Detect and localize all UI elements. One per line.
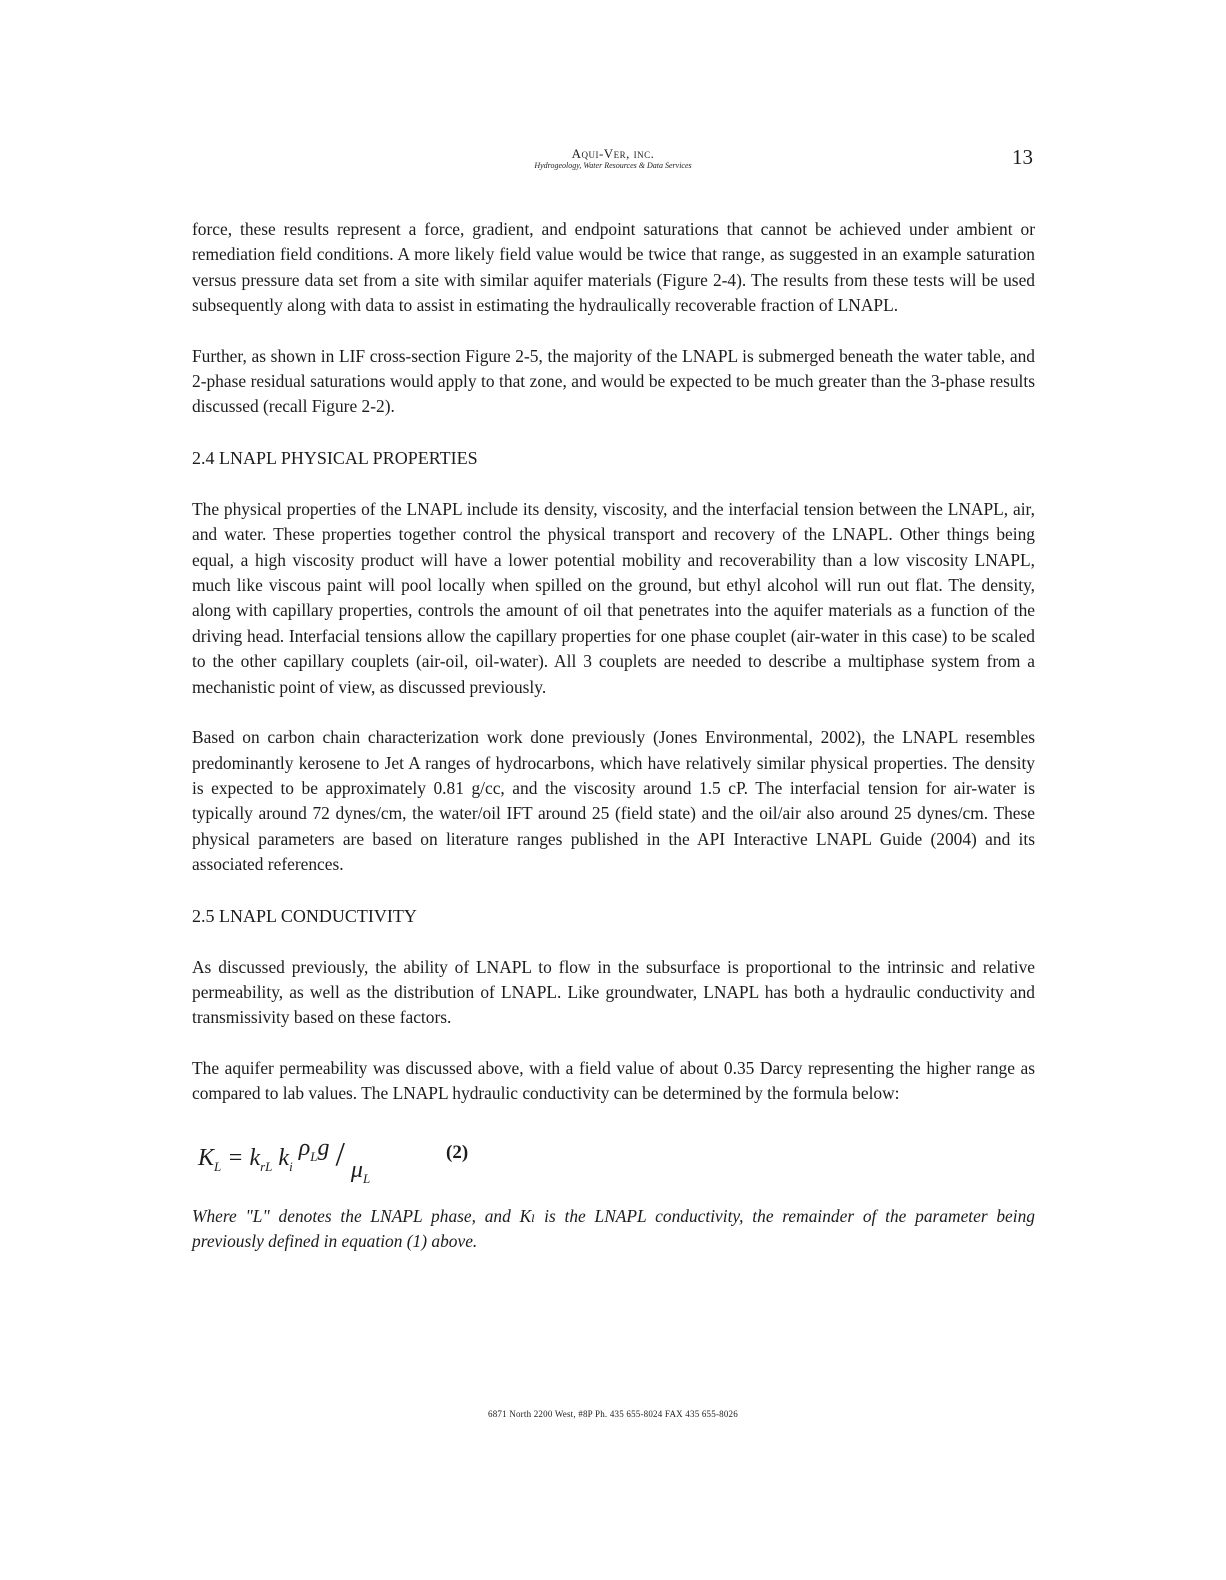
paragraph-carbon-chain: Based on carbon chain characterization work done previously (Jones Environmental, 2002), the LNAPL resembles predominantly kerosene to Jet A ranges of hydrocarbons, which have relatively similar physical properties. The density is expected to be approximately 0.81 g/cc, and the viscosity around 1.5 cP. The interfacial tension for air-water is typically around 72 dynes/cm, the water/oil IFT around 25 (field state) and the oil/air also around 25 dynes/cm. These physical parameters are based on literature ranges published in the API Interactive LNAPL Guide (2004) and its associated references. (192, 727, 1035, 875)
footer-address: 6871 North 2200 West, #8P Ph. 435 655-8024 FAX 435 655-8026 (488, 1409, 738, 1419)
equation-block (192, 1132, 1035, 1204)
equation-number: (2) (446, 1141, 469, 1163)
paragraph-saturation-results: force, these results represent a force, gradient, and endpoint saturations that cannot be achieved under ambient or remediation field conditions. A more likely field value would be twice that range, as suggested in an example saturation versus pressure data set from a site with similar aquifer materials (Figure 2-4). The results from these tests will be used subsequently along with data to assist in estimating the hydraulically recoverable fraction of LNAPL. (192, 219, 1035, 316)
conductivity-equation: $K_L = k_{rL}$ $k_i$ $\rho_Lg / \mu_L$ (198, 1134, 371, 1186)
company-name: Aqui-Ver, inc. (571, 146, 655, 161)
section-heading-physical-properties: 2.4 LNAPL PHYSICAL PROPERTIES (192, 447, 478, 468)
letterhead (0, 146, 1226, 171)
paragraph-aquifer-permeability: The aquifer permeability was discussed above, with a field value of about 0.35 Darcy representing the higher range as compared to lab values. The LNAPL hydraulic conductivity can be determined by the formula below: (192, 1057, 1035, 1104)
paragraph-physical-properties: The physical properties of the LNAPL include its density, viscosity, and the interfacial tension between the LNAPL, air, and water. These properties together control the physical transport and recovery of the LNAPL. Other things being equal, a high viscosity product will have a lower potential mobility and recoverability than a low viscosity LNAPL, much like viscous paint will pool locally when spilled on the ground, but ethyl alcohol will run out flat. The density, along with capillary properties, controls the amount of oil that penetrates into the aquifer materials as a function of the driving head. Interfacial tensions allow the capillary properties for one phase couplet (air-water in this case) to be scaled to the other capillary couplets (air-oil, oil-water). All 3 couplets are needed to describe a multiphase system from a mechanistic point of view, as discussed previously. (192, 498, 1035, 697)
paragraph-lif-cross-section: Further, as shown in LIF cross-section Figure 2-5, the majority of the LNAPL is submerged beneath the water table, and 2-phase residual saturations would apply to that zone, and would be expected to be much greater than the 3-phase results discussed (recall Figure 2-2). (192, 345, 1035, 417)
company-tagline: Hydrogeology, Water Resources & Data Services (534, 161, 692, 170)
document-body (192, 217, 1035, 1279)
section-heading-conductivity: 2.5 LNAPL CONDUCTIVITY (192, 905, 417, 926)
page-number: 13 (1012, 145, 1033, 169)
paragraph-flow-ability: As discussed previously, the ability of LNAPL to flow in the subsurface is proportional to the intrinsic and relative permeability, as well as the distribution of LNAPL. Like groundwater, LNAPL has both a hydraulic conductivity and transmissivity based on these factors. (192, 956, 1035, 1028)
equation-note: Where "L" denotes the LNAPL phase, and Kₗ is the LNAPL conductivity, the remainder of the parameter being previously defined in equation (1) above. (192, 1205, 1035, 1251)
